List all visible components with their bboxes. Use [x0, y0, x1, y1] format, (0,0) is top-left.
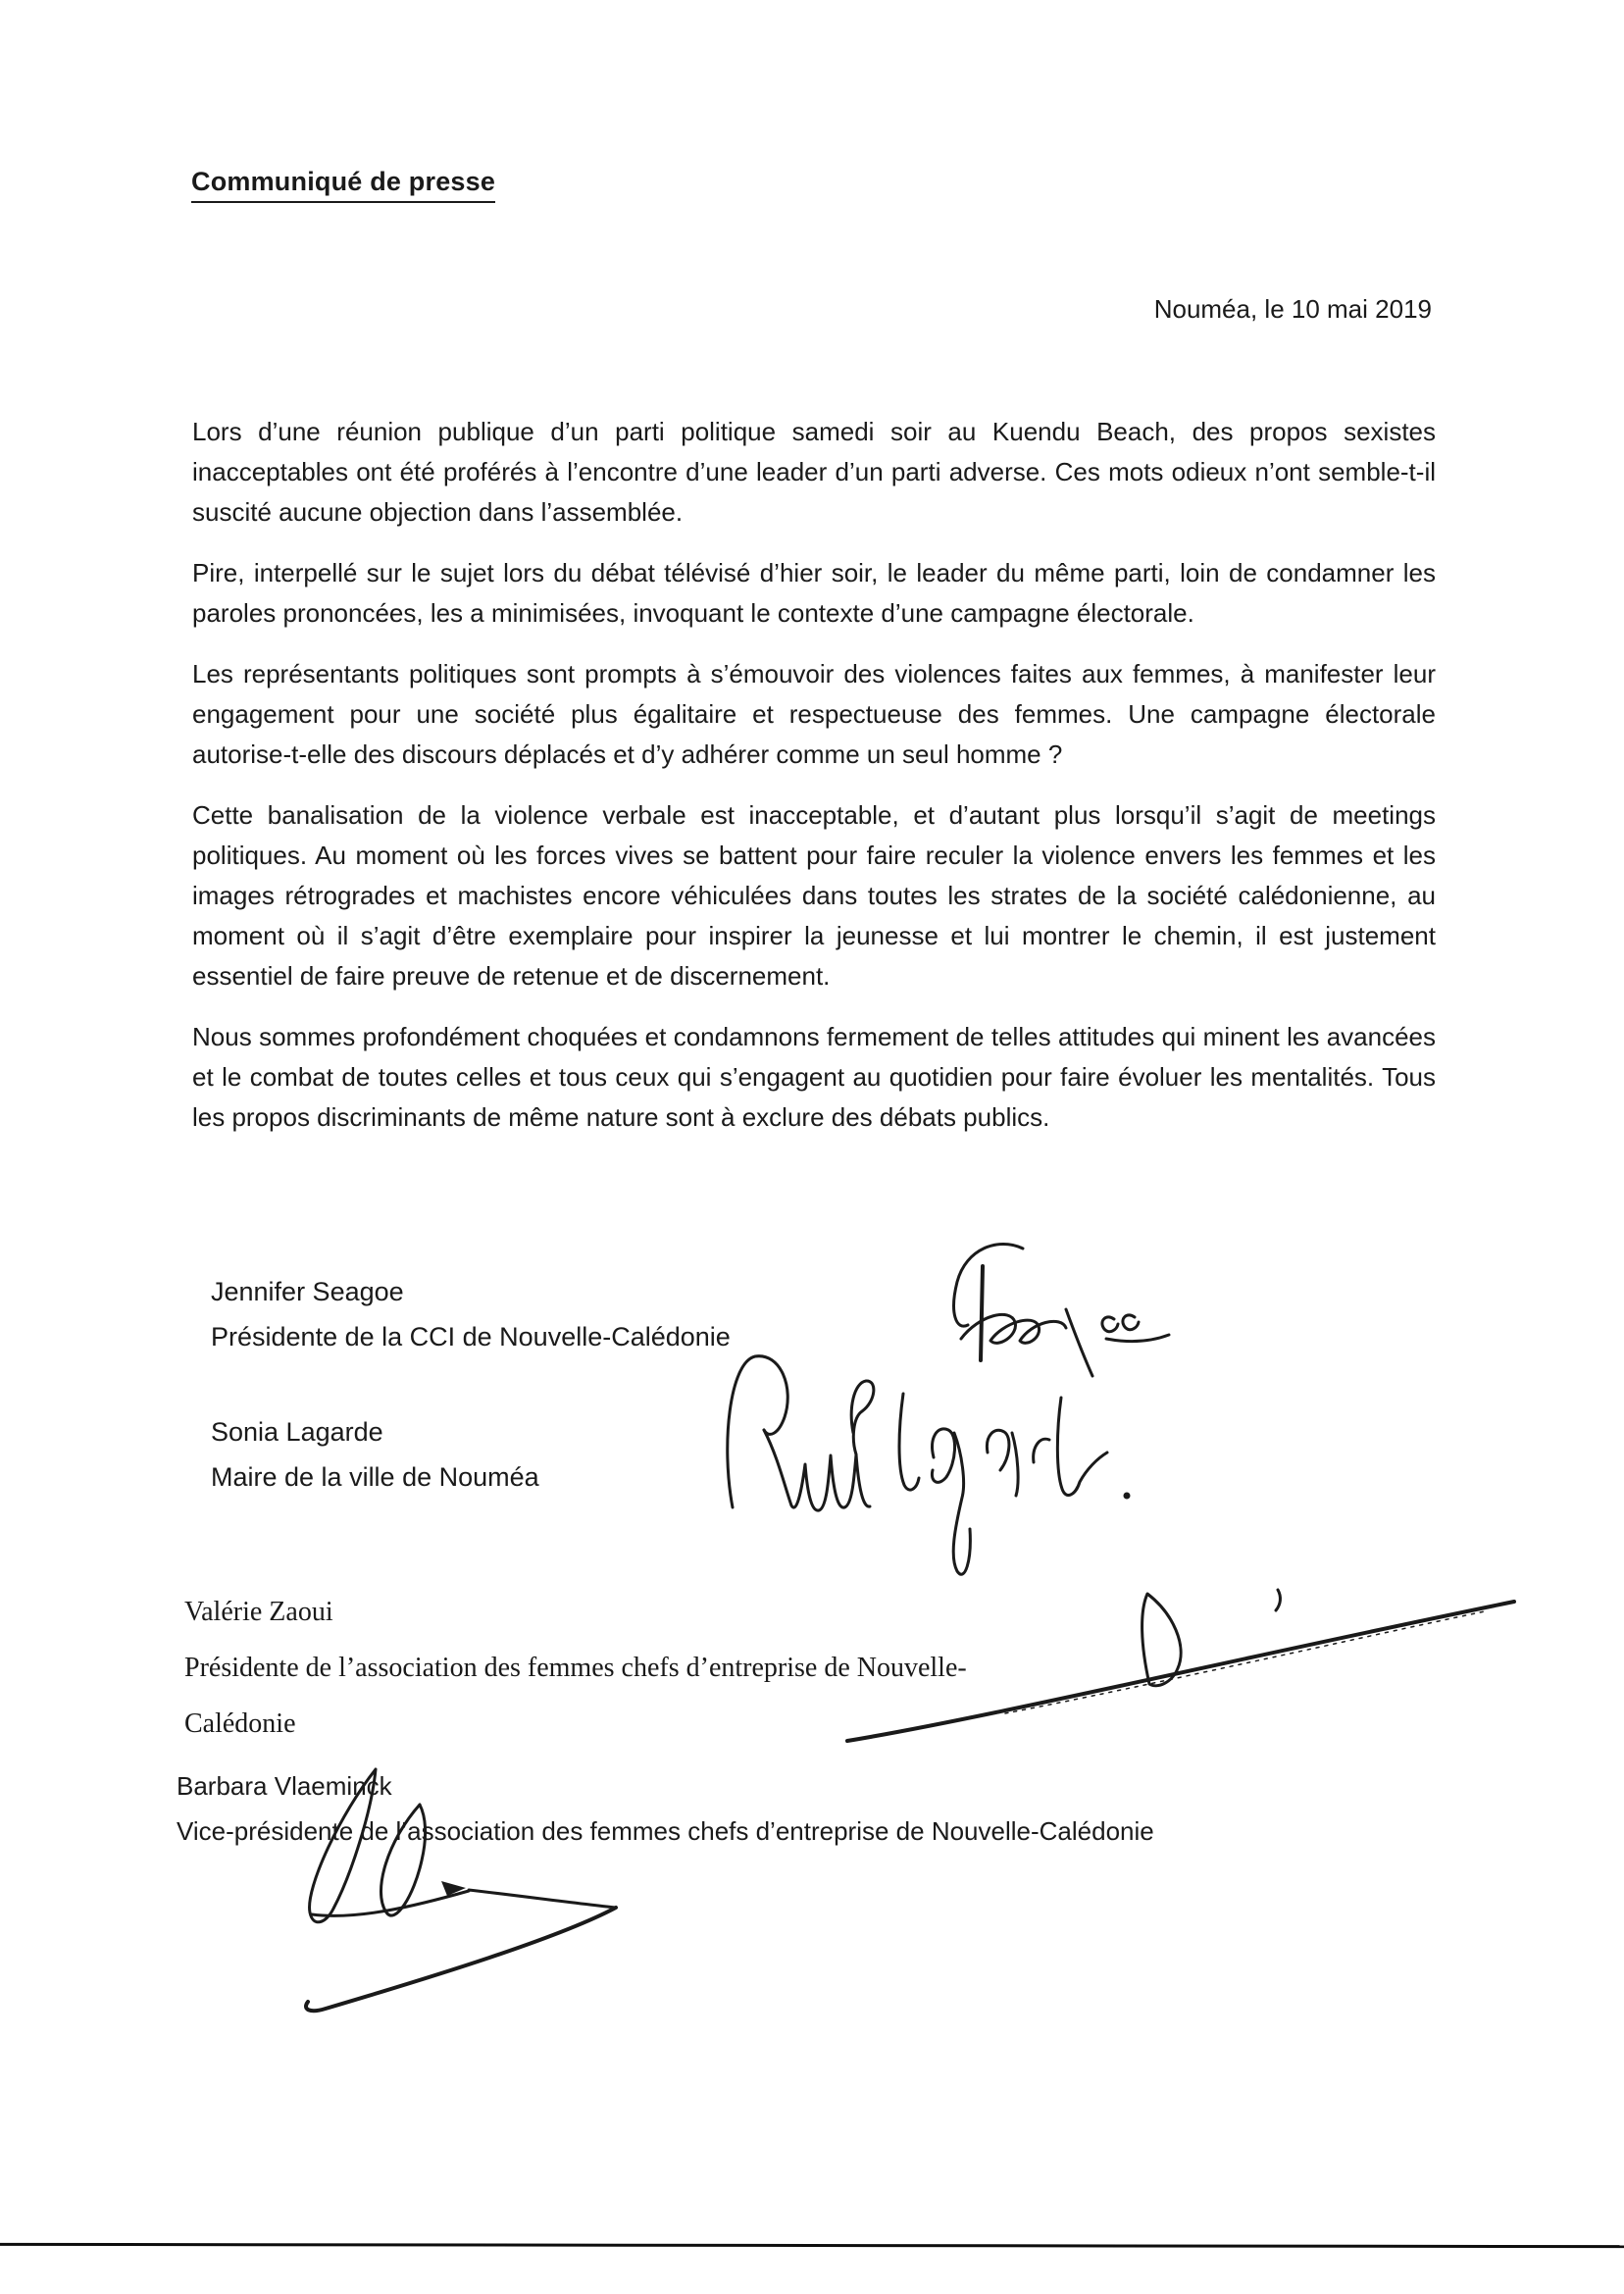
signatory-role: Présidente de l’association des femmes chefs d’entreprise de Nouvelle-Calédonie	[184, 1653, 967, 1739]
paragraph-1: Lors d’une réunion publique d’un parti politique samedi soir au Kuendu Beach, des propos sexistes inacceptables ont été proférés à l’encontre d’une leader d’un parti adverse. Ces mots odieux n’ont semble-t-il suscité aucune objection dans l’assemblée.	[192, 417, 1436, 527]
signatory-name: Barbara Vlaeminck	[177, 1771, 392, 1801]
paragraph-2: Pire, interpellé sur le sujet lors du débat télévisé d’hier soir, le leader du même parti, loin de condamner les paroles prononcées, les a minimisées, invoquant le contexte d’une campagne électorale.	[192, 558, 1436, 628]
document-title: Communiqué de presse	[191, 167, 495, 203]
paragraph-4: Cette banalisation de la violence verbale est inacceptable, et d’autant plus lorsqu’il s’agit de meetings politiques. Au moment où les forces vives se battent pour faire reculer la violence envers les femmes et les images rétrogrades et machistes encore véhiculées dans toutes les strates de la société calédonienne, au moment où il s’agit d’être exemplaire pour inspirer la jeunesse et lui montrer le chemin, il est justement essentiel de faire preuve de retenue et de discernement.	[192, 800, 1436, 991]
signature-barbara-vlaeminck-icon	[177, 1765, 647, 2060]
signatory-role: Présidente de la CCI de Nouvelle-Calédonie	[211, 1322, 731, 1351]
signatory-block-sonia-lagarde	[211, 1409, 539, 1500]
paragraph-3: Les représentants politiques sont prompts à s’émouvoir des violences faites aux femmes, à manifester leur engagement pour une société plus égalitaire et respectueuse des femmes. Une campagne électorale autorise-t-elle des discours déplacés et d’y adhérer comme un seul homme ?	[192, 659, 1436, 769]
signatory-role: Vice-présidente de l’association des femmes chefs d’entreprise de Nouvelle-Calédonie	[177, 1816, 1154, 1846]
signature-sonia-lagarde-icon	[686, 1339, 1147, 1584]
paragraph-5: Nous sommes profondément choquées et condamnons fermement de telles attitudes qui minent les avancées et le combat de toutes celles et tous ceux qui s’engagent au quotidien pour faire évoluer les mentalités. Tous les propos discriminants de même nature sont à exclure des débats publics.	[192, 1022, 1436, 1132]
signatory-name: Valérie Zaoui	[184, 1597, 333, 1627]
signatory-role: Maire de la ville de Nouméa	[211, 1462, 539, 1492]
scan-artifact-line	[0, 2243, 1624, 2248]
signatory-block-jennifer-seagoe	[211, 1269, 731, 1359]
signatory-name: Jennifer Seagoe	[211, 1277, 404, 1306]
dateline: Nouméa, le 10 mai 2019	[1153, 294, 1432, 324]
signature-valerie-zaoui-icon	[834, 1584, 1530, 1751]
body-text	[192, 412, 1436, 1158]
signatory-name: Sonia Lagarde	[211, 1417, 383, 1447]
